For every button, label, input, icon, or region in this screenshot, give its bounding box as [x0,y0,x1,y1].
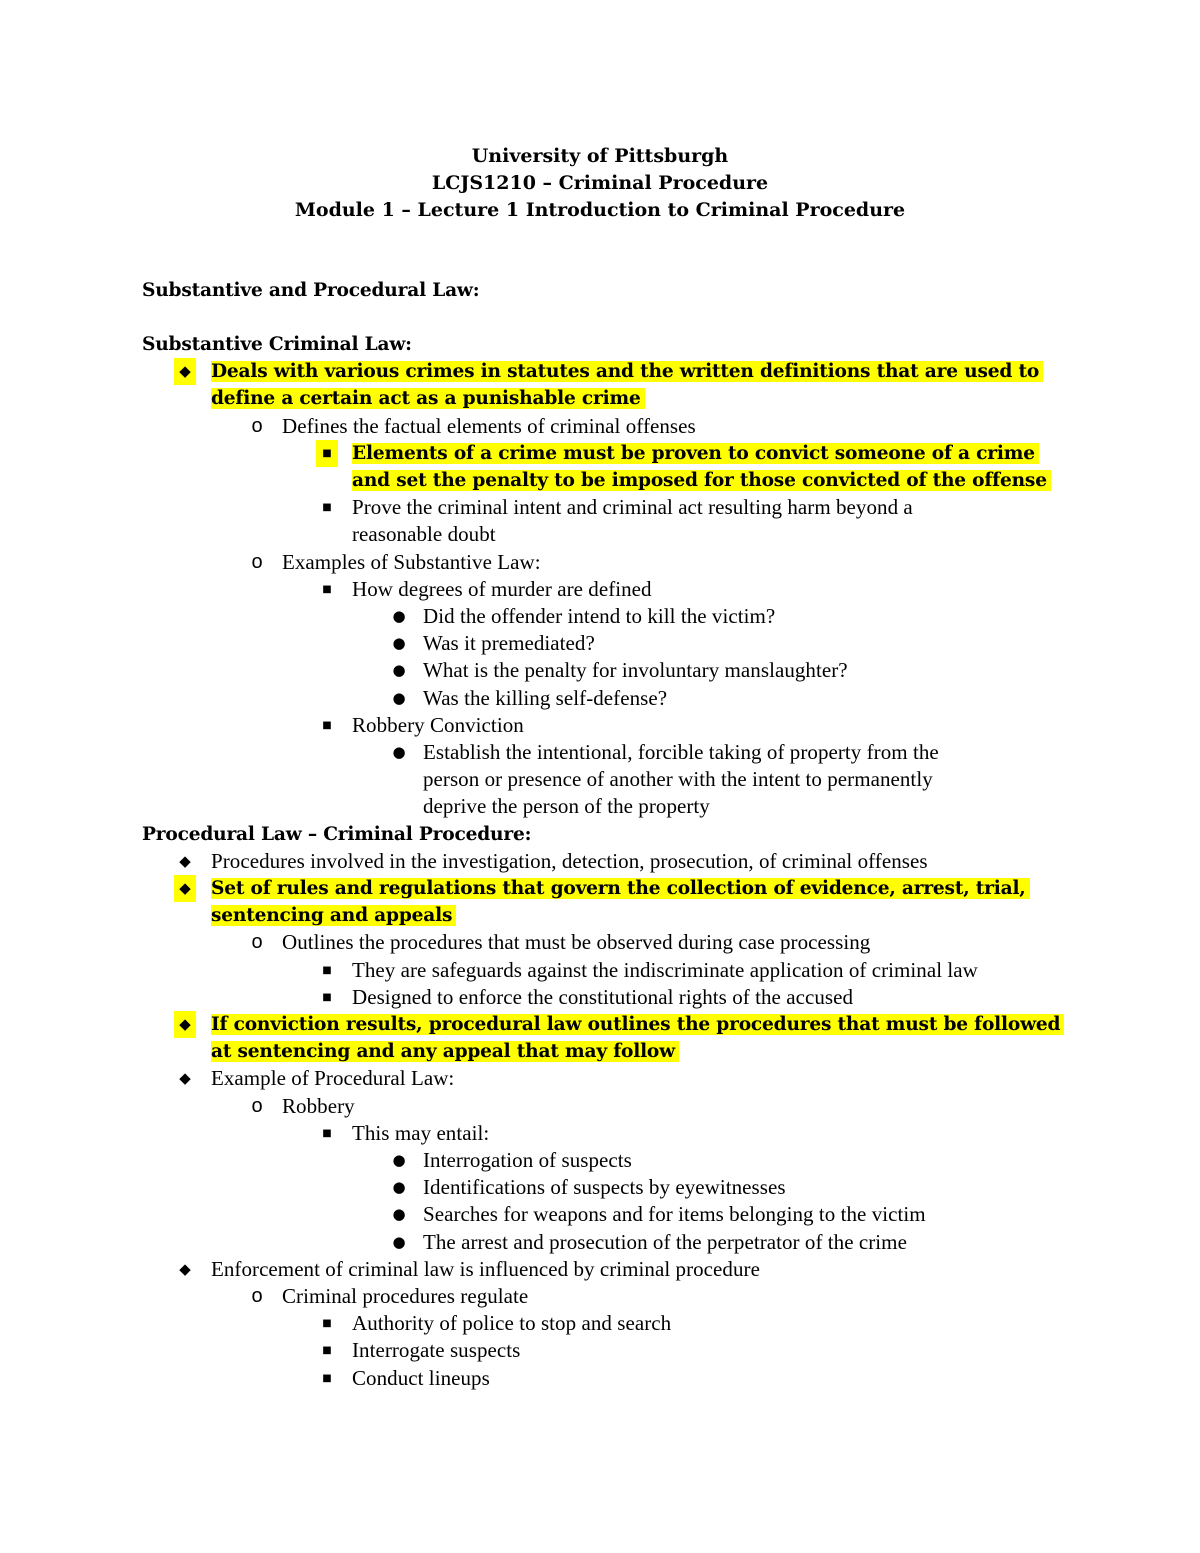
outline-text: at sentencing and any appeal that may follow [211,1041,679,1062]
outline-text: reasonable doubt [352,522,496,547]
dot-bullet-icon: ● [392,1178,406,1197]
square-bullet-icon: ■ [322,1127,332,1139]
outline-item-level-1 [211,848,928,875]
outline-text: Substantive Criminal Law: [142,334,412,355]
square-bullet-icon: ■ [322,583,332,595]
outline-item-level-3 [352,1337,520,1364]
dot-bullet-icon: ● [392,743,406,761]
diamond-bullet-icon: ◆ [179,1259,191,1278]
outline-item-level-1 [211,358,1043,385]
outline-text: Robbery [282,1093,355,1118]
outline-item-level-3 [352,440,1039,467]
outline-item-level-4 [423,657,848,684]
outline-item-level-4 [423,685,667,712]
dot-bullet-icon: ● [392,607,406,625]
square-bullet-icon: ■ [322,719,332,731]
outline-item-level-3 [352,1310,671,1337]
outline-item-level-4 [423,793,710,820]
outline-text: Example of Procedural Law: [211,1066,455,1091]
square-bullet-icon: ■ [322,502,332,514]
section-heading [142,821,531,848]
square-bullet-icon: ■ [322,1318,332,1330]
square-bullet-icon: ■ [316,440,338,467]
circle-bullet-icon: o [251,414,263,437]
outline-text: Examples of Substantive Law: [282,549,541,574]
outline-item-level-1 [211,902,456,929]
outline-item-level-3 [352,712,524,739]
outline-item-level-4 [423,603,775,630]
outline-text: define a certain act as a punishable crime [211,388,645,409]
dot-bullet-icon: ● [392,1205,406,1224]
circle-bullet-icon: o [251,1094,263,1117]
outline-item-level-3 [352,467,1051,494]
outline-item-level-4 [423,766,933,793]
outline-text: If conviction results, procedural law outlines the procedures that must be followed [211,1014,1064,1035]
outline-text: Identifications of suspects by eyewitnesses [423,1175,786,1200]
outline-item-level-1 [211,875,1030,902]
outline-text: Searches for weapons and for items belonging to the victim [423,1202,926,1227]
outline-item-level-1 [211,1256,760,1283]
outline-text: Robbery Conviction [352,712,524,737]
outline-text: Interrogation of suspects [423,1148,632,1172]
outline-text: Authority of police to stop and search [352,1311,672,1336]
section-heading [142,331,412,358]
outline-text: What is the penalty for involuntary manslaughter? [423,658,848,683]
lecture-title: Module 1 – Lecture 1 Introduction to Criminal Procedure [294,199,906,221]
document-header [0,143,1200,224]
outline-text: Was it premediated? [423,631,595,656]
dot-bullet-icon: ● [392,661,406,680]
square-bullet-icon: ■ [322,991,332,1003]
outline-text: Procedures involved in the investigation, detection, prosecution, of criminal offenses [211,848,928,873]
outline-text: Elements of a crime must be proven to convict someone of a crime [352,443,1039,464]
diamond-bullet-icon: ◆ [179,1069,191,1088]
circle-bullet-icon: o [251,550,263,573]
outline-text: They are safeguards against the indiscriminate application of criminal law [352,957,978,982]
outline-text: person or presence of another with the intent to permanently [423,767,933,792]
outline-text: Outlines the procedures that must be observed during case processing [282,930,871,955]
university-title: University of Pittsburgh [471,145,729,167]
dot-bullet-icon: ● [392,1232,406,1251]
outline-text: Enforcement of criminal law is influenced by criminal procedure [211,1256,760,1281]
diamond-bullet-icon: ◆ [174,358,196,385]
square-bullet-icon: ■ [322,1345,332,1357]
outline-item-level-3 [352,1365,490,1392]
circle-bullet-icon: o [251,931,263,954]
outline-text: Procedural Law – Criminal Procedure: [142,823,532,845]
outline-text: and set the penalty to be imposed for those convicted of the offense [352,470,1051,491]
outline-text: This may entail: [352,1120,490,1145]
course-title: LCJS1210 – Criminal Procedure [431,172,769,194]
outline-item-level-2 [282,413,696,440]
outline-item-level-4 [423,1201,926,1228]
outline-item-level-4 [423,1174,786,1201]
outline-text: Criminal procedures regulate [282,1284,529,1308]
outline-text: Substantive and Procedural Law: [142,280,480,301]
outline-text: Did the offender intend to kill the victim? [423,604,776,628]
section-heading [142,277,479,304]
outline-item-level-3 [352,576,652,603]
outline-text: Prove the criminal intent and criminal act resulting harm beyond a [352,495,913,520]
outline-text: Establish the intentional, forcible taking of property from the [423,740,939,764]
outline-item-level-4 [423,1147,632,1174]
outline-text: sentencing and appeals [211,905,456,926]
outline-text: How degrees of murder are defined [352,576,652,601]
outline-text: Designed to enforce the constitutional rights of the accused [352,984,854,1009]
dot-bullet-icon: ● [392,1151,406,1169]
outline-text: The arrest and prosecution of the perpetrator of the crime [423,1229,907,1254]
diamond-bullet-icon: ◆ [174,1011,196,1038]
dot-bullet-icon: ● [392,688,406,707]
square-bullet-icon: ■ [322,964,332,976]
outline-text: deprive the person of the property [423,794,710,819]
diamond-bullet-icon: ◆ [179,851,191,870]
outline-item-level-1 [211,1038,679,1065]
outline-item-level-1 [211,385,645,412]
outline-item-level-3 [352,957,978,984]
outline-item-level-1 [211,1065,454,1092]
outline-item-level-2 [282,929,870,956]
outline-item-level-3 [352,521,496,548]
outline-text: Set of rules and regulations that govern the collection of evidence, arrest, trial, [211,878,1030,899]
outline-item-level-1 [211,1011,1064,1038]
circle-bullet-icon: o [251,1285,263,1307]
outline-text: Interrogate suspects [352,1338,521,1363]
outline-item-level-4 [423,1229,907,1256]
outline-item-level-4 [423,630,595,657]
dot-bullet-icon: ● [392,634,406,653]
outline-item-level-3 [352,494,913,521]
outline-item-level-4 [423,739,939,766]
diamond-bullet-icon: ◆ [174,875,196,902]
outline-text: Conduct lineups [352,1365,490,1390]
outline-item-level-2 [282,1093,355,1120]
outline-text: Deals with various crimes in statutes and the written definitions that are used to [211,361,1043,382]
square-bullet-icon: ■ [322,1372,332,1384]
outline-text: Was the killing self-defense? [423,685,668,710]
outline-item-level-3 [352,1120,489,1147]
outline-item-level-2 [282,549,541,576]
outline-item-level-2 [282,1283,528,1310]
outline-item-level-3 [352,984,853,1011]
outline-text: Defines the factual elements of criminal offenses [282,413,696,438]
